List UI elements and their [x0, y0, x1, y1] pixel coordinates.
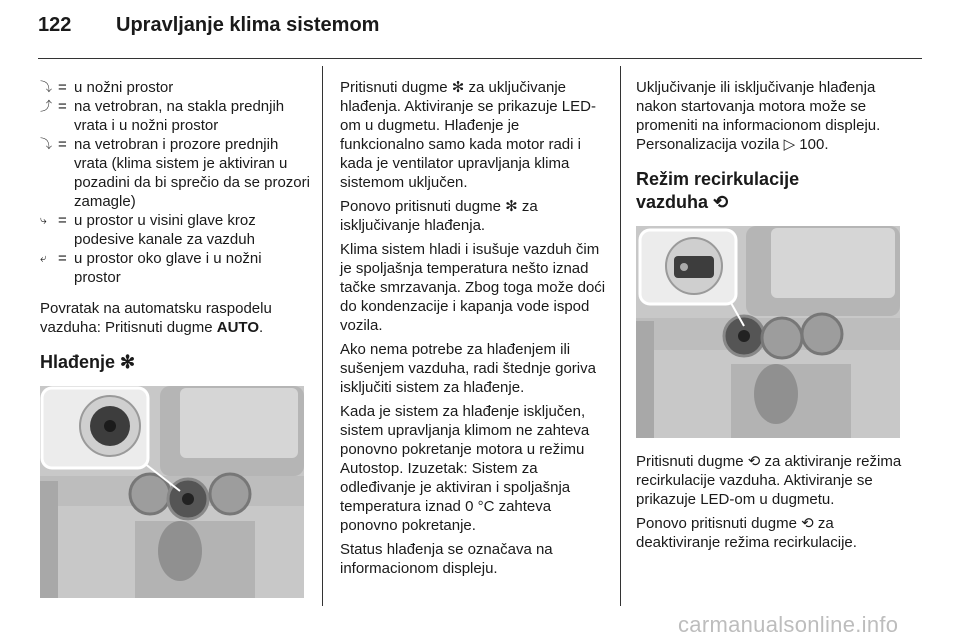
recirculation-icon: ⟲	[747, 453, 761, 470]
airflow-windscreen-icon: ⤴	[40, 99, 53, 113]
equals-sign: =	[58, 212, 67, 229]
column-3	[636, 78, 902, 557]
auto-label: AUTO	[216, 319, 259, 336]
column-1	[40, 78, 310, 598]
recirculation-icon: ⟲	[801, 515, 814, 532]
airflow-symbol-row	[40, 97, 310, 135]
section-heading-recirculation: Režim recirkulacije vazduha ⟲	[636, 169, 800, 212]
recirculation-paragraph-2: Ponovo pritisnuti dugme ⟲ za deaktiviranje režima recirkulacije.	[636, 515, 857, 551]
page-number: 122	[38, 14, 72, 36]
column-divider-1	[322, 66, 323, 606]
column-2	[340, 78, 606, 583]
cooling-paragraph-6: Status hlađenja se označava na informacionom displeju.	[340, 541, 553, 577]
cooling-paragraph-2: Ponovo pritisnuti dugme ✻ za isključivanje hlađenja.	[340, 198, 538, 234]
page-title: Upravljanje klima sistemom	[116, 14, 380, 36]
recirculation-paragraph-1: Pritisnuti dugme ⟲ za aktiviranje režima recirkulacije vazduha. Aktiviranje se prikazuje LED-om u dugmetu.	[636, 453, 902, 508]
airflow-symbol-row	[40, 249, 310, 287]
snowflake-icon: ✻	[505, 198, 518, 215]
airflow-head-icon: ⤷	[40, 213, 47, 227]
equals-sign: =	[58, 79, 67, 96]
section-heading-cooling: Hlađenje ✻	[40, 352, 136, 372]
snowflake-icon: ✻	[451, 79, 465, 96]
airflow-windscreen-windows-icon: ⤵	[40, 137, 53, 151]
auto-paragraph: Povratak na automatsku raspodelu vazduha: Pritisnuti dugme AUTO.	[40, 300, 272, 336]
airflow-symbol-row	[40, 78, 310, 97]
equals-sign: =	[58, 250, 67, 267]
airflow-head-foot-icon: ⤶	[40, 251, 47, 265]
airflow-description: na vetrobran i prozore prednjih vrata (klima sistem je aktiviran u pozadini da bi sprečio da se prozori zamagle)	[74, 136, 310, 210]
snowflake-icon: ✻	[120, 352, 136, 372]
airflow-description: na vetrobran, na stakla prednjih vrata i u nožni prostor	[74, 98, 285, 134]
recirculation-icon: ⟲	[713, 192, 729, 212]
airflow-description: u prostor oko glave i u nožni prostor	[74, 250, 262, 286]
header-rule	[38, 58, 922, 59]
recirculation-button-photo	[636, 226, 900, 438]
cooling-paragraph-5: Kada je sistem za hlađenje isključen, sistem upravljanja klimom ne zahteva ponovno pokretanje motora u režimu Autostop. Izuzetak: Sistem za odleđivanje je aktiviran i spoljašnja temperatura iznad 0 °C zahteva ponovno pokretanje.	[340, 403, 590, 534]
cooling-paragraph-4: Ako nema potrebe za hlađenjem ili sušenjem vazduha, radi štednje goriva isključiti sistem za hlađenje.	[340, 341, 596, 396]
airflow-description: u nožni prostor	[74, 79, 174, 96]
airflow-footwell-icon: ⤵	[40, 80, 53, 94]
equals-sign: =	[58, 98, 67, 115]
cooling-button-photo	[40, 386, 304, 598]
airflow-symbol-row	[40, 211, 310, 249]
airflow-symbol-list	[40, 78, 310, 287]
airflow-symbol-row	[40, 135, 310, 211]
cooling-paragraph-3: Klima sistem hladi i isušuje vazduh čim je spoljašnja temperatura nešto iznad tačke smrzavanja. Zbog toga može doći do kondenzacije i kapanja vode ispod vozila.	[340, 241, 606, 334]
column-divider-2	[620, 66, 621, 606]
personalization-paragraph: Uključivanje ili isključivanje hlađenja nakon startovanja motora može se promeniti na informacionom displeju. Personalizacija vozila ▷ 100.	[636, 79, 881, 153]
watermark: carmanualsonline.info	[678, 612, 899, 637]
page-header	[38, 14, 379, 37]
airflow-description: u prostor u visini glave kroz podesive kanale za vazduh	[74, 212, 256, 248]
equals-sign: =	[58, 136, 67, 153]
page-reference-arrow-icon: ▷	[783, 136, 796, 153]
cooling-paragraph-1: Pritisnuti dugme ✻ za uključivanje hlađenja. Aktiviranje se prikazuje LED-om u dugmetu. Hlađenje je funkcionalno samo kada motor radi i kada je ventilator upravljanja klima sistemom uključen.	[340, 79, 596, 191]
